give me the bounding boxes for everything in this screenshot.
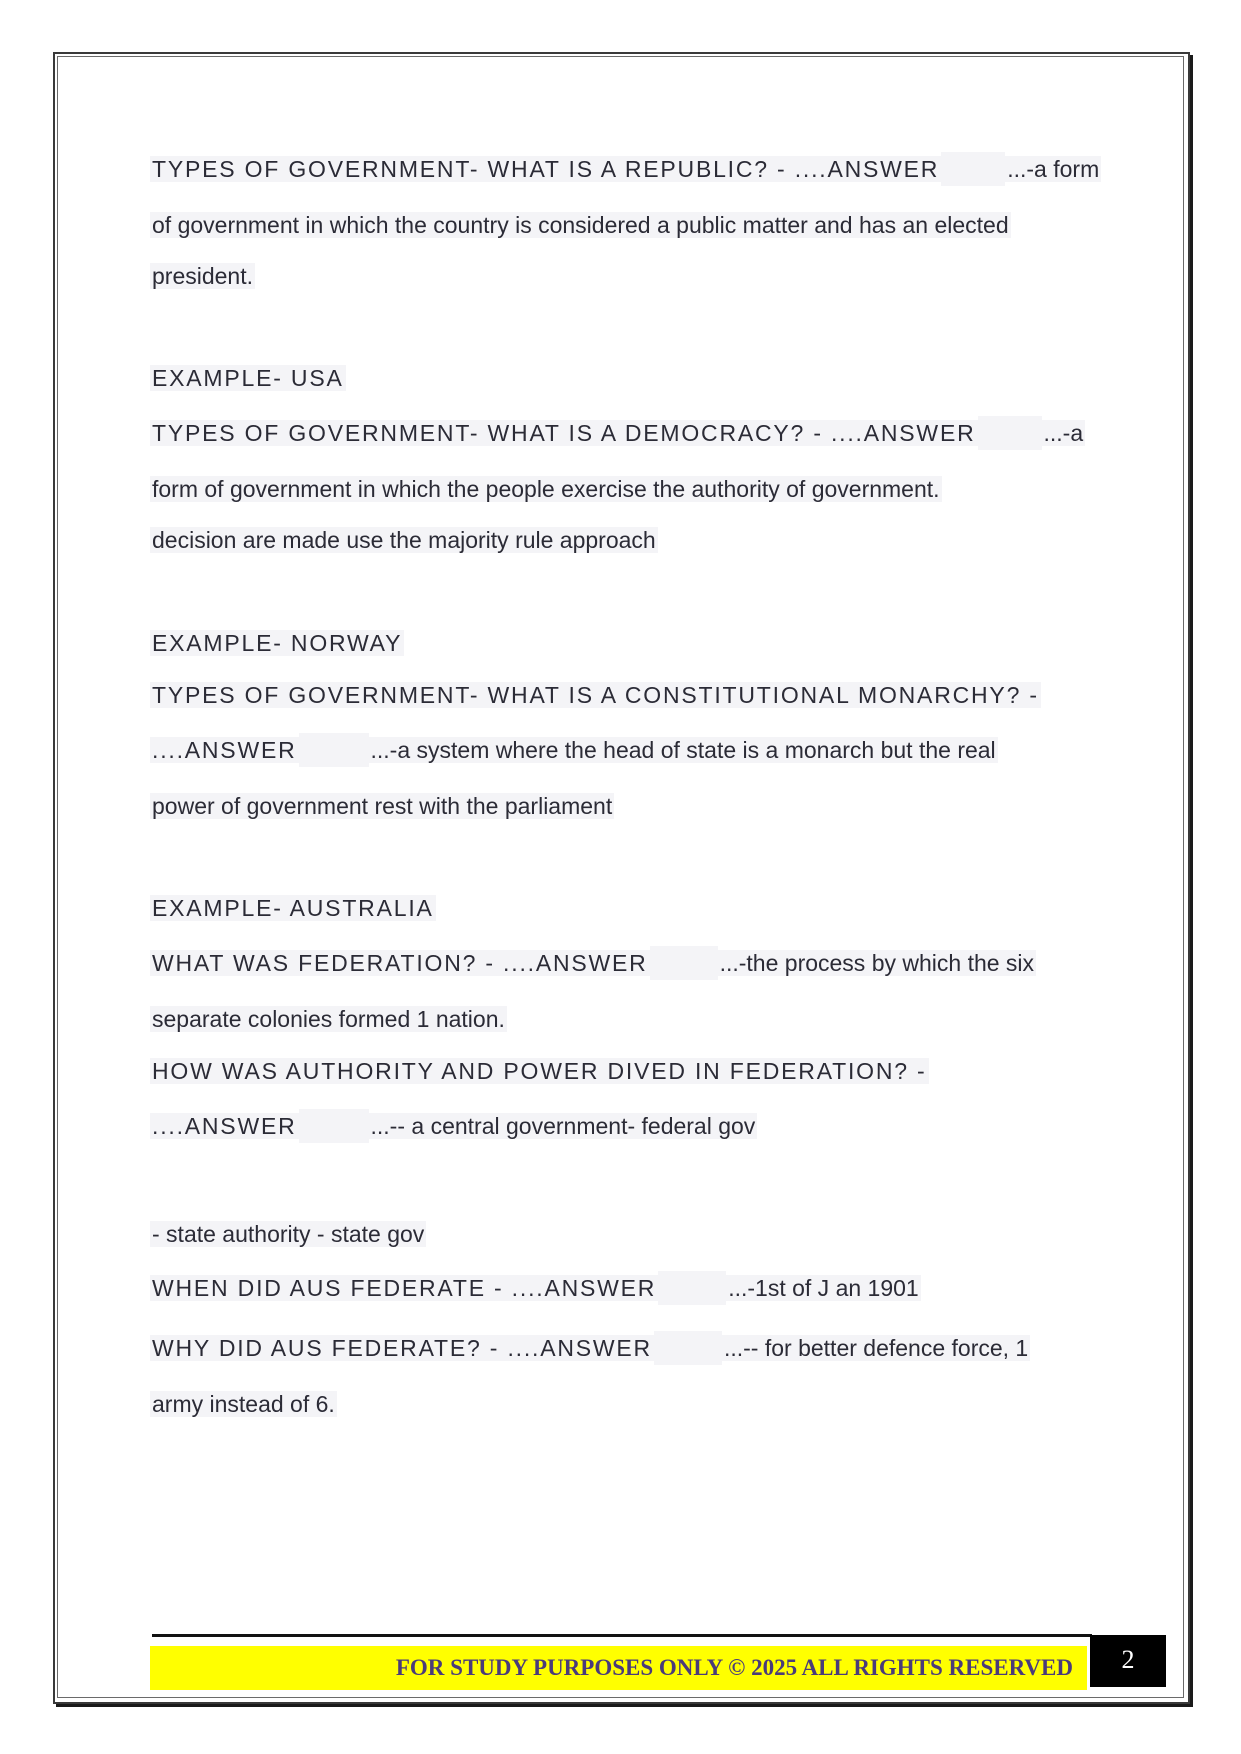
q2-answer-line2-row [150,472,942,506]
q3-line [150,678,1041,712]
q3-answer-label: ....ANSWER [152,737,297,763]
q5-line [150,1054,929,1088]
q2-question: TYPES OF GOVERNMENT- WHAT IS A DEMOCRACY? - ....ANSWER [152,420,976,446]
q1-question: TYPES OF GOVERNMENT- WHAT IS A REPUBLIC? - ....ANSWER [152,156,940,182]
q2-line [150,416,1085,450]
q2-answer-start: ...-a [1043,420,1084,446]
footer-notice: FOR STUDY PURPOSES ONLY © 2025 ALL RIGHTS RESERVED [395,1655,1073,1680]
q3-answer-row [150,733,998,767]
q5-answer-start: ...-- a central government- federal gov [370,1113,756,1139]
q4-answer-start: ...-the process by which the six [719,950,1035,976]
example1-row [150,361,346,395]
footer-band [150,1646,1087,1690]
example1: EXAMPLE- USA [152,365,344,391]
page-number: 2 [1090,1635,1166,1687]
q5-answer-row [150,1109,757,1143]
q2-answer-line2: form of government in which the people exercise the authority of government. [152,476,940,502]
q2-answer-line3: decision are made use the majority rule approach [152,527,656,553]
q7-answer-line2: army instead of 6. [152,1391,335,1417]
q5-answer-line2-row [150,1217,426,1251]
q4-answer-line2: separate colonies formed 1 nation. [152,1006,505,1032]
q1-line [150,152,1101,186]
example2-row [150,626,404,660]
q5-question: HOW WAS AUTHORITY AND POWER DIVED IN FEDERATION? - [152,1058,927,1084]
q4-question: WHAT WAS FEDERATION? - ....ANSWER [152,950,648,976]
q6-answer-start: ...-1st of J an 1901 [728,1275,919,1301]
q1-answer-line3: president. [152,263,254,289]
footer-rule [152,1634,1092,1637]
q2-answer-line3-row [150,523,658,557]
q7-question: WHY DID AUS FEDERATE? - ....ANSWER [152,1335,652,1361]
example2: EXAMPLE- NORWAY [152,630,403,656]
q5-answer-line2: - state authority - state gov [152,1221,425,1247]
q1-answer-line3-row [150,259,255,293]
example3-row [150,891,436,925]
q3-answer-start: ...-a system where the head of state is a monarch but the real [370,737,996,763]
q3-answer-line2-row [150,789,614,823]
q6-question: WHEN DID AUS FEDERATE - ....ANSWER [152,1275,657,1301]
q5-answer-label: ....ANSWER [152,1113,297,1139]
q4-line [150,946,1036,980]
q1-answer-start: ...-a form [1007,156,1100,182]
q7-answer-start: ...-- for better defence force, 1 [723,1335,1029,1361]
q1-answer-line2: of government in which the country is considered a public matter and has an elected [152,212,1009,238]
q3-answer-line2: power of government rest with the parliament [152,793,613,819]
q7-answer-line2-row [150,1387,337,1421]
q6-line [150,1271,921,1305]
q4-answer-line2-row [150,1002,507,1036]
q3-question: TYPES OF GOVERNMENT- WHAT IS A CONSTITUTIONAL MONARCHY? - [152,682,1039,708]
q1-answer-line2-row [150,208,1011,242]
q7-line [150,1331,1030,1365]
page-border-inner [57,56,1184,1698]
example3: EXAMPLE- AUSTRALIA [152,895,434,921]
